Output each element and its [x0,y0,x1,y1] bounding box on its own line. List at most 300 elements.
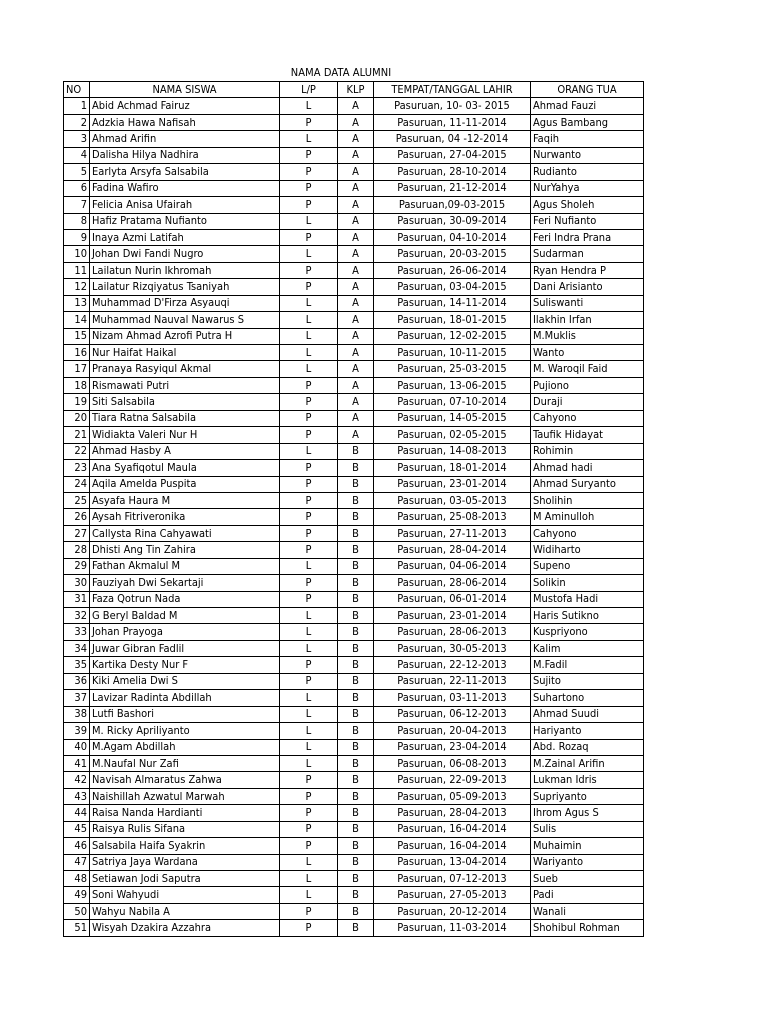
student-group: A [338,131,374,147]
student-birth: Pasuruan, 20-12-2014 [374,903,531,919]
student-name: Kiki Amelia Dwi S [90,673,280,689]
student-group: A [338,427,374,443]
student-group: B [338,509,374,525]
table-row [64,476,644,492]
student-name: Nur Haifat Haikal [90,345,280,361]
student-birth: Pasuruan, 10- 03- 2015 [374,98,531,114]
student-name: Dalisha Hilya Nadhira [90,147,280,163]
student-gender: P [280,772,338,788]
row-number: 17 [64,361,90,377]
student-parent: Ahmad Suryanto [531,476,644,492]
student-birth: Pasuruan, 16-04-2014 [374,838,531,854]
table-row [64,608,644,624]
student-name: Satriya Jaya Wardana [90,854,280,870]
student-birth: Pasuruan, 21-12-2014 [374,180,531,196]
student-group: A [338,213,374,229]
row-number: 42 [64,772,90,788]
student-gender: P [280,542,338,558]
table-row [64,838,644,854]
table-row [64,854,644,870]
student-group: B [338,640,374,656]
student-group: B [338,690,374,706]
student-gender: L [280,854,338,870]
student-group: A [338,394,374,410]
student-group: B [338,558,374,574]
table-row [64,460,644,476]
student-name: Raisya Rulis Sifana [90,821,280,837]
student-birth: Pasuruan, 27-04-2015 [374,147,531,163]
student-gender: L [280,345,338,361]
row-number: 41 [64,755,90,771]
student-gender: P [280,920,338,936]
student-group: B [338,706,374,722]
row-number: 29 [64,558,90,574]
row-number: 30 [64,575,90,591]
student-gender: L [280,558,338,574]
table-row [64,114,644,130]
table-row [64,624,644,640]
table-row [64,542,644,558]
table-row [64,246,644,262]
student-group: A [338,246,374,262]
student-group: A [338,164,374,180]
row-number: 40 [64,739,90,755]
student-parent: Sueb [531,871,644,887]
row-number: 15 [64,328,90,344]
student-name: Fauziyah Dwi Sekartaji [90,575,280,591]
header-row [64,82,644,98]
student-gender: P [280,197,338,213]
student-name: Muhammad D'Firza Asyauqi [90,295,280,311]
student-group: B [338,838,374,854]
student-parent: Taufik Hidayat [531,427,644,443]
row-number: 43 [64,788,90,804]
student-birth: Pasuruan, 06-01-2014 [374,591,531,607]
row-number: 44 [64,805,90,821]
student-group: B [338,854,374,870]
student-gender: L [280,98,338,114]
student-name: Hafiz Pratama Nufianto [90,213,280,229]
row-number: 51 [64,920,90,936]
student-parent: Abd. Rozaq [531,739,644,755]
student-name: Kartika Desty Nur F [90,657,280,673]
row-number: 5 [64,164,90,180]
student-parent: Ahmad Suudi [531,706,644,722]
student-name: Raisa Nanda Hardianti [90,805,280,821]
student-group: B [338,871,374,887]
student-gender: P [280,147,338,163]
table-row [64,361,644,377]
student-birth: Pasuruan, 04-06-2014 [374,558,531,574]
row-number: 47 [64,854,90,870]
table-row [64,295,644,311]
student-parent: Pujiono [531,377,644,393]
student-group: B [338,920,374,936]
student-birth: Pasuruan, 14-11-2014 [374,295,531,311]
student-parent: Shohibul Rohman [531,920,644,936]
student-name: M.Agam Abdillah [90,739,280,755]
row-number: 21 [64,427,90,443]
student-parent: Rohimin [531,443,644,459]
student-parent: Widiharto [531,542,644,558]
student-gender: P [280,427,338,443]
row-number: 20 [64,410,90,426]
header-birth: TEMPAT/TANGGAL LAHIR [374,82,531,98]
student-birth: Pasuruan, 22-09-2013 [374,772,531,788]
student-parent: Wanali [531,903,644,919]
student-parent: Wanto [531,345,644,361]
student-gender: P [280,575,338,591]
student-birth: Pasuruan, 04 -12-2014 [374,131,531,147]
student-birth: Pasuruan, 16-04-2014 [374,821,531,837]
student-name: Felicia Anisa Ufairah [90,197,280,213]
table-row [64,558,644,574]
student-birth: Pasuruan, 04-10-2014 [374,229,531,245]
row-number: 45 [64,821,90,837]
student-parent: Hariyanto [531,723,644,739]
student-group: B [338,608,374,624]
student-birth: Pasuruan, 18-01-2015 [374,312,531,328]
table-row [64,640,644,656]
student-birth: Pasuruan, 20-04-2013 [374,723,531,739]
student-name: Widiakta Valeri Nur H [90,427,280,443]
student-birth: Pasuruan, 28-04-2014 [374,542,531,558]
row-number: 33 [64,624,90,640]
student-group: B [338,788,374,804]
student-gender: P [280,377,338,393]
student-birth: Pasuruan, 11-03-2014 [374,920,531,936]
student-parent: Agus Bambang [531,114,644,130]
student-group: A [338,98,374,114]
student-parent: Padi [531,887,644,903]
student-group: A [338,262,374,278]
student-parent: Ilakhin Irfan [531,312,644,328]
student-name: Lutfi Bashori [90,706,280,722]
student-gender: L [280,443,338,459]
row-number: 26 [64,509,90,525]
student-gender: P [280,394,338,410]
student-name: Tiara Ratna Salsabila [90,410,280,426]
student-birth: Pasuruan, 07-12-2013 [374,871,531,887]
student-name: Nizam Ahmad Azrofi Putra H [90,328,280,344]
student-gender: P [280,180,338,196]
student-parent: M.Zainal Arifin [531,755,644,771]
student-gender: L [280,755,338,771]
student-parent: Lukman Idris [531,772,644,788]
table-row [64,657,644,673]
student-birth: Pasuruan, 23-01-2014 [374,608,531,624]
student-name: Naishillah Azwatul Marwah [90,788,280,804]
row-number: 34 [64,640,90,656]
table-row [64,673,644,689]
student-birth: Pasuruan, 07-10-2014 [374,394,531,410]
table-row [64,197,644,213]
table-row [64,131,644,147]
table-row [64,443,644,459]
row-number: 2 [64,114,90,130]
table-row [64,509,644,525]
student-name: Wahyu Nabila A [90,903,280,919]
student-birth: Pasuruan, 28-06-2013 [374,624,531,640]
table-row [64,871,644,887]
student-group: B [338,492,374,508]
student-parent: Faqih [531,131,644,147]
row-number: 13 [64,295,90,311]
row-number: 4 [64,147,90,163]
student-gender: P [280,509,338,525]
row-number: 50 [64,903,90,919]
student-gender: P [280,591,338,607]
student-parent: Suhartono [531,690,644,706]
student-parent: NurYahya [531,180,644,196]
student-name: Lailatur Rizqiyatus Tsaniyah [90,279,280,295]
row-number: 22 [64,443,90,459]
student-gender: P [280,262,338,278]
row-number: 7 [64,197,90,213]
student-name: Lavizar Radinta Abdillah [90,690,280,706]
student-birth: Pasuruan, 10-11-2015 [374,345,531,361]
table-header [64,82,644,98]
student-birth: Pasuruan, 03-05-2013 [374,492,531,508]
student-name: Inaya Azmi Latifah [90,229,280,245]
student-name: Dhisti Ang Tin Zahira [90,542,280,558]
student-parent: Ihrom Agus S [531,805,644,821]
student-group: B [338,525,374,541]
student-birth: Pasuruan, 22-12-2013 [374,657,531,673]
row-number: 23 [64,460,90,476]
student-birth: Pasuruan, 27-05-2013 [374,887,531,903]
table-row [64,525,644,541]
student-parent: Solikin [531,575,644,591]
student-parent: M. Waroqil Faid [531,361,644,377]
table-row [64,903,644,919]
row-number: 49 [64,887,90,903]
student-birth: Pasuruan, 13-04-2014 [374,854,531,870]
student-gender: L [280,887,338,903]
table-row [64,213,644,229]
student-gender: L [280,739,338,755]
student-birth: Pasuruan, 25-08-2013 [374,509,531,525]
row-number: 14 [64,312,90,328]
row-number: 25 [64,492,90,508]
header-gender: L/P [280,82,338,98]
student-gender: P [280,476,338,492]
student-gender: P [280,673,338,689]
row-number: 38 [64,706,90,722]
student-name: Muhammad Nauval Nawarus S [90,312,280,328]
table-row [64,591,644,607]
student-name: Soni Wahyudi [90,887,280,903]
student-name: Juwar Gibran Fadlil [90,640,280,656]
row-number: 18 [64,377,90,393]
student-parent: Ahmad Fauzi [531,98,644,114]
row-number: 31 [64,591,90,607]
student-birth: Pasuruan, 05-09-2013 [374,788,531,804]
student-name: Fadina Wafiro [90,180,280,196]
student-gender: L [280,361,338,377]
student-birth: Pasuruan, 28-10-2014 [374,164,531,180]
student-parent: Sulis [531,821,644,837]
student-group: A [338,312,374,328]
student-group: B [338,476,374,492]
table-row [64,262,644,278]
student-group: B [338,673,374,689]
student-birth: Pasuruan, 25-03-2015 [374,361,531,377]
table-row [64,690,644,706]
student-birth: Pasuruan, 14-05-2015 [374,410,531,426]
student-group: B [338,887,374,903]
table-row [64,772,644,788]
student-birth: Pasuruan, 11-11-2014 [374,114,531,130]
student-group: A [338,197,374,213]
student-gender: L [280,706,338,722]
student-gender: P [280,164,338,180]
student-parent: Feri Indra Prana [531,229,644,245]
row-number: 27 [64,525,90,541]
student-group: B [338,542,374,558]
table-row [64,328,644,344]
student-birth: Pasuruan, 26-06-2014 [374,262,531,278]
student-name: Asyafa Haura M [90,492,280,508]
student-group: A [338,279,374,295]
student-birth: Pasuruan, 28-06-2014 [374,575,531,591]
student-group: B [338,657,374,673]
student-name: Siti Salsabila [90,394,280,410]
header-parent: ORANG TUA [531,82,644,98]
student-name: Setiawan Jodi Saputra [90,871,280,887]
student-parent: Muhaimin [531,838,644,854]
student-parent: Mustofa Hadi [531,591,644,607]
student-parent: Sujito [531,673,644,689]
student-parent: Supriyanto [531,788,644,804]
student-parent: Ryan Hendra P [531,262,644,278]
table-row [64,229,644,245]
student-gender: P [280,114,338,130]
student-birth: Pasuruan, 28-04-2013 [374,805,531,821]
student-gender: P [280,525,338,541]
row-number: 6 [64,180,90,196]
row-number: 37 [64,690,90,706]
table-row [64,377,644,393]
row-number: 8 [64,213,90,229]
student-gender: L [280,295,338,311]
student-name: M. Ricky Apriliyanto [90,723,280,739]
student-parent: Supeno [531,558,644,574]
student-group: B [338,575,374,591]
row-number: 32 [64,608,90,624]
student-gender: P [280,410,338,426]
student-gender: L [280,312,338,328]
student-name: Ana Syafiqotul Maula [90,460,280,476]
student-parent: Sudarman [531,246,644,262]
student-birth: Pasuruan, 03-04-2015 [374,279,531,295]
row-number: 24 [64,476,90,492]
student-birth: Pasuruan, 22-11-2013 [374,673,531,689]
row-number: 16 [64,345,90,361]
student-group: A [338,361,374,377]
alumni-table [63,81,644,937]
student-parent: Rudianto [531,164,644,180]
student-parent: Kalim [531,640,644,656]
student-parent: Suliswanti [531,295,644,311]
table-row [64,394,644,410]
header-name: NAMA SISWA [90,82,280,98]
table-row [64,180,644,196]
student-gender: P [280,229,338,245]
student-gender: P [280,460,338,476]
student-parent: Agus Sholeh [531,197,644,213]
student-name: Pranaya Rasyiqul Akmal [90,361,280,377]
student-birth: Pasuruan, 18-01-2014 [374,460,531,476]
document-title: NAMA DATA ALUMNI [290,66,392,79]
table-row [64,98,644,114]
row-number: 28 [64,542,90,558]
student-name: Ahmad Hasby A [90,443,280,459]
student-group: A [338,229,374,245]
student-parent: Wariyanto [531,854,644,870]
table-row [64,312,644,328]
student-group: A [338,328,374,344]
student-group: B [338,903,374,919]
student-group: B [338,460,374,476]
table-row [64,410,644,426]
student-group: B [338,443,374,459]
table-row [64,805,644,821]
student-name: Salsabila Haifa Syakrin [90,838,280,854]
row-number: 39 [64,723,90,739]
student-group: A [338,114,374,130]
student-birth: Pasuruan, 27-11-2013 [374,525,531,541]
student-name: Aqila Amelda Puspita [90,476,280,492]
table-row [64,147,644,163]
table-row [64,492,644,508]
student-parent: Ahmad hadi [531,460,644,476]
table-row [64,887,644,903]
student-name: G Beryl Baldad M [90,608,280,624]
student-gender: P [280,821,338,837]
student-parent: M.Muklis [531,328,644,344]
student-name: Fathan Akmalul M [90,558,280,574]
student-parent: Sholihin [531,492,644,508]
student-name: Callysta Rina Cahyawati [90,525,280,541]
student-birth: Pasuruan, 13-06-2015 [374,377,531,393]
student-gender: L [280,723,338,739]
student-gender: L [280,246,338,262]
student-group: A [338,180,374,196]
table-body [64,98,644,936]
student-name: Ahmad Arifin [90,131,280,147]
student-birth: Pasuruan, 03-11-2013 [374,690,531,706]
student-gender: P [280,838,338,854]
student-parent: M.Fadil [531,657,644,673]
student-birth: Pasuruan, 02-05-2015 [374,427,531,443]
student-parent: Kuspriyono [531,624,644,640]
student-gender: L [280,871,338,887]
student-group: B [338,755,374,771]
table-row [64,279,644,295]
row-number: 11 [64,262,90,278]
table-row [64,345,644,361]
student-name: Johan Dwi Fandi Nugro [90,246,280,262]
row-number: 48 [64,871,90,887]
student-name: Aysah Fitriveronika [90,509,280,525]
table-row [64,739,644,755]
student-birth: Pasuruan, 23-04-2014 [374,739,531,755]
row-number: 19 [64,394,90,410]
table-row [64,706,644,722]
student-gender: P [280,805,338,821]
student-parent: Feri Nufianto [531,213,644,229]
